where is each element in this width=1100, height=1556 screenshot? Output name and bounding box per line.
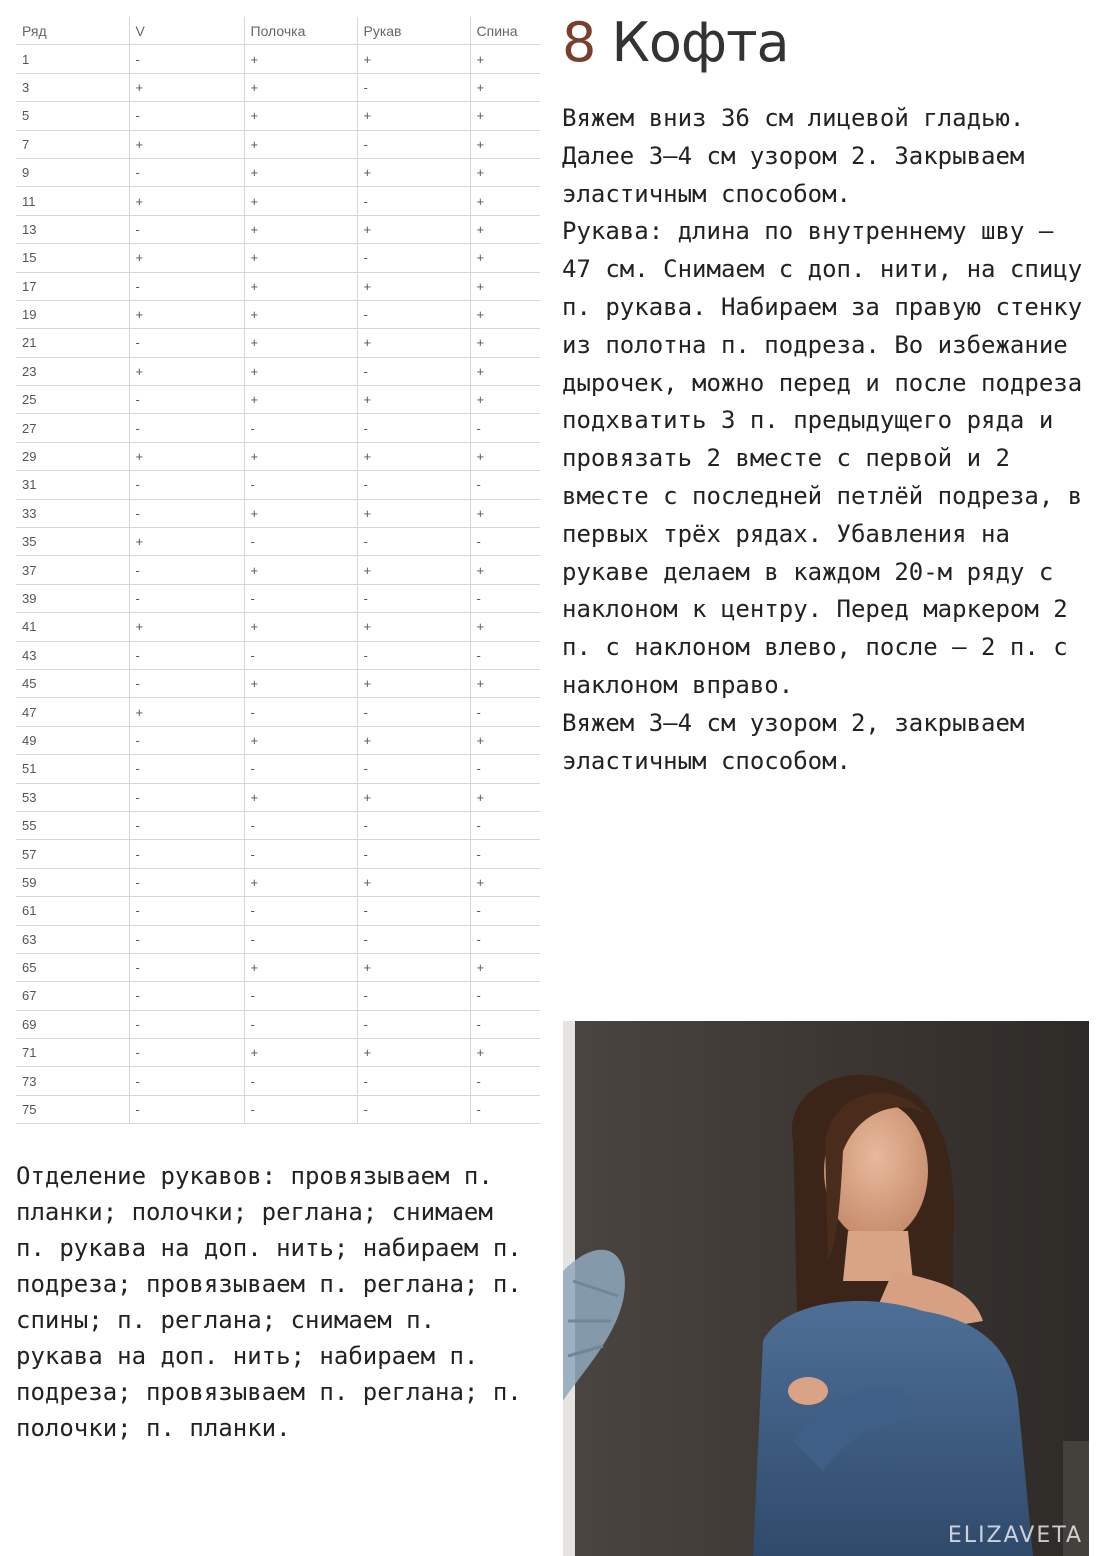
- header-v: V: [129, 17, 244, 45]
- sleeve-cell: +: [357, 386, 470, 414]
- page-title: [562, 8, 789, 78]
- v-cell: -: [129, 1095, 244, 1123]
- sleeve-cell: -: [357, 357, 470, 385]
- table-row: [16, 584, 540, 612]
- model-photo: [563, 1021, 1089, 1556]
- back-cell: +: [470, 102, 540, 130]
- row-number: 35: [16, 528, 129, 556]
- front-cell: +: [244, 953, 357, 981]
- front-cell: -: [244, 982, 357, 1010]
- separation-paragraph: Отделение рукавов: провязываем п. планки; полочки; реглана; снимаем п. рукава на доп. нить; набираем п. подреза; провязываем п. реглана; п. спины; п. реглана; снимаем п. рукава на доп. нить; набираем п. подреза; провязываем п. реглана; п. полочки; п. планки.: [16, 1162, 522, 1442]
- knitting-table: [16, 17, 540, 1124]
- front-cell: +: [244, 613, 357, 641]
- back-cell: +: [470, 499, 540, 527]
- front-cell: -: [244, 840, 357, 868]
- row-number: 13: [16, 215, 129, 243]
- row-number: 53: [16, 783, 129, 811]
- back-cell: -: [470, 1067, 540, 1095]
- v-cell: -: [129, 868, 244, 896]
- v-cell: +: [129, 613, 244, 641]
- v-cell: -: [129, 215, 244, 243]
- sleeve-cell: +: [357, 613, 470, 641]
- v-cell: +: [129, 73, 244, 101]
- front-cell: +: [244, 386, 357, 414]
- table-row: [16, 726, 540, 754]
- v-cell: +: [129, 187, 244, 215]
- sleeve-cell: -: [357, 528, 470, 556]
- table-row: [16, 414, 540, 442]
- row-number: 63: [16, 925, 129, 953]
- instruction-paragraph-4: Вяжем 3–4 см узором 2, закрываем эластичным способом.: [562, 708, 1025, 775]
- sleeve-cell: -: [357, 1010, 470, 1038]
- back-cell: +: [470, 244, 540, 272]
- sleeve-cell: -: [357, 584, 470, 612]
- v-cell: -: [129, 925, 244, 953]
- front-cell: -: [244, 897, 357, 925]
- header-front: Полочка: [244, 17, 357, 45]
- table-row: [16, 1039, 540, 1067]
- front-cell: +: [244, 726, 357, 754]
- sleeve-cell: +: [357, 215, 470, 243]
- sleeve-cell: -: [357, 130, 470, 158]
- front-cell: +: [244, 357, 357, 385]
- table-row: [16, 925, 540, 953]
- row-number: 59: [16, 868, 129, 896]
- table-row: [16, 1010, 540, 1038]
- sleeve-cell: +: [357, 45, 470, 73]
- sleeve-cell: +: [357, 669, 470, 697]
- table-row: [16, 982, 540, 1010]
- v-cell: -: [129, 982, 244, 1010]
- row-number: 57: [16, 840, 129, 868]
- v-cell: -: [129, 499, 244, 527]
- back-cell: +: [470, 357, 540, 385]
- sleeve-cell: -: [357, 1067, 470, 1095]
- v-cell: +: [129, 130, 244, 158]
- row-number: 7: [16, 130, 129, 158]
- row-number: 25: [16, 386, 129, 414]
- v-cell: +: [129, 300, 244, 328]
- front-cell: +: [244, 130, 357, 158]
- table-row: [16, 698, 540, 726]
- front-cell: -: [244, 528, 357, 556]
- row-number: 51: [16, 755, 129, 783]
- row-number: 9: [16, 158, 129, 186]
- back-cell: +: [470, 45, 540, 73]
- back-cell: +: [470, 187, 540, 215]
- front-cell: +: [244, 300, 357, 328]
- row-number: 37: [16, 556, 129, 584]
- front-cell: +: [244, 556, 357, 584]
- sleeve-cell: +: [357, 953, 470, 981]
- front-cell: +: [244, 669, 357, 697]
- sleeve-cell: +: [357, 1039, 470, 1067]
- front-cell: +: [244, 244, 357, 272]
- sleeve-cell: -: [357, 982, 470, 1010]
- row-number: 19: [16, 300, 129, 328]
- sleeve-separation-text: [16, 1158, 536, 1446]
- row-number: 3: [16, 73, 129, 101]
- back-cell: +: [470, 386, 540, 414]
- row-number: 11: [16, 187, 129, 215]
- header-back: Спина: [470, 17, 540, 45]
- row-pattern-table: [16, 17, 540, 1124]
- back-cell: +: [470, 130, 540, 158]
- table-row: [16, 130, 540, 158]
- back-cell: +: [470, 73, 540, 101]
- back-cell: +: [470, 868, 540, 896]
- front-cell: -: [244, 641, 357, 669]
- table-row: [16, 641, 540, 669]
- back-cell: +: [470, 953, 540, 981]
- table-row: [16, 386, 540, 414]
- v-cell: -: [129, 471, 244, 499]
- back-cell: -: [470, 641, 540, 669]
- row-number: 75: [16, 1095, 129, 1123]
- table-row: [16, 300, 540, 328]
- v-cell: -: [129, 953, 244, 981]
- row-number: 21: [16, 329, 129, 357]
- v-cell: -: [129, 1067, 244, 1095]
- instructions-text: [562, 100, 1092, 780]
- sleeve-cell: +: [357, 329, 470, 357]
- back-cell: -: [470, 1095, 540, 1123]
- table-row: [16, 329, 540, 357]
- v-cell: -: [129, 1039, 244, 1067]
- back-cell: -: [470, 528, 540, 556]
- front-cell: +: [244, 158, 357, 186]
- v-cell: -: [129, 386, 244, 414]
- sleeve-cell: -: [357, 187, 470, 215]
- back-cell: +: [470, 272, 540, 300]
- row-number: 55: [16, 811, 129, 839]
- table-row: [16, 272, 540, 300]
- v-cell: -: [129, 584, 244, 612]
- row-number: 39: [16, 584, 129, 612]
- sleeve-cell: -: [357, 414, 470, 442]
- v-cell: -: [129, 556, 244, 584]
- v-cell: +: [129, 442, 244, 470]
- v-cell: +: [129, 528, 244, 556]
- table-row: [16, 215, 540, 243]
- table-row: [16, 613, 540, 641]
- sleeve-cell: -: [357, 471, 470, 499]
- back-cell: -: [470, 811, 540, 839]
- sleeve-cell: +: [357, 783, 470, 811]
- sleeve-cell: -: [357, 698, 470, 726]
- table-header-row: [16, 17, 540, 45]
- v-cell: -: [129, 272, 244, 300]
- table-row: [16, 357, 540, 385]
- photo-illustration: [563, 1021, 1089, 1556]
- table-row: [16, 811, 540, 839]
- row-number: 47: [16, 698, 129, 726]
- sleeve-cell: -: [357, 300, 470, 328]
- front-cell: +: [244, 1039, 357, 1067]
- v-cell: -: [129, 669, 244, 697]
- table-row: [16, 102, 540, 130]
- back-cell: +: [470, 215, 540, 243]
- v-cell: -: [129, 1010, 244, 1038]
- table-row: [16, 499, 540, 527]
- row-number: 17: [16, 272, 129, 300]
- instruction-paragraph-3: Рукава: длина по внутреннему шву – 47 см. Снимаем с доп. нити, на спицу п. рукава. Набираем за правую стенку из полотна п. подреза. Во избежание дырочек, можно перед и после подреза подхватить 3 п. предыдущего ряда и провязать 2 вместе с первой и 2 вместе с последней петлёй подреза, в первых трёх рядах. Убавления на рукаве делаем в каждом 20-м ряду с наклоном к центру. Перед маркером 2 п. с наклоном влево, после – 2 п. с наклоном вправо.: [562, 217, 1083, 699]
- v-cell: +: [129, 244, 244, 272]
- v-cell: -: [129, 840, 244, 868]
- table-row: [16, 1095, 540, 1123]
- front-cell: -: [244, 1067, 357, 1095]
- front-cell: +: [244, 499, 357, 527]
- back-cell: +: [470, 442, 540, 470]
- row-number: 15: [16, 244, 129, 272]
- table-row: [16, 73, 540, 101]
- front-cell: +: [244, 73, 357, 101]
- header-row-number: Ряд: [16, 17, 129, 45]
- v-cell: -: [129, 102, 244, 130]
- back-cell: +: [470, 158, 540, 186]
- sleeve-cell: +: [357, 868, 470, 896]
- row-number: 5: [16, 102, 129, 130]
- table-row: [16, 244, 540, 272]
- table-row: [16, 897, 540, 925]
- row-number: 67: [16, 982, 129, 1010]
- sleeve-cell: +: [357, 726, 470, 754]
- sleeve-cell: -: [357, 641, 470, 669]
- v-cell: -: [129, 897, 244, 925]
- table-row: [16, 45, 540, 73]
- v-cell: +: [129, 698, 244, 726]
- sleeve-cell: +: [357, 102, 470, 130]
- table-row: [16, 755, 540, 783]
- row-number: 49: [16, 726, 129, 754]
- front-cell: -: [244, 584, 357, 612]
- v-cell: -: [129, 158, 244, 186]
- back-cell: +: [470, 669, 540, 697]
- instruction-paragraph-2: Далее 3–4 см узором 2. Закрываем эластичным способом.: [562, 141, 1025, 208]
- sleeve-cell: +: [357, 556, 470, 584]
- row-number: 45: [16, 669, 129, 697]
- front-cell: +: [244, 783, 357, 811]
- v-cell: -: [129, 755, 244, 783]
- row-number: 23: [16, 357, 129, 385]
- front-cell: +: [244, 329, 357, 357]
- sleeve-cell: -: [357, 925, 470, 953]
- sleeve-cell: -: [357, 755, 470, 783]
- table-row: [16, 556, 540, 584]
- v-cell: -: [129, 811, 244, 839]
- row-number: 69: [16, 1010, 129, 1038]
- front-cell: -: [244, 1095, 357, 1123]
- row-number: 31: [16, 471, 129, 499]
- photo-watermark: ELIZAVETA: [947, 1523, 1083, 1548]
- sleeve-cell: -: [357, 244, 470, 272]
- table-row: [16, 158, 540, 186]
- table-row: [16, 783, 540, 811]
- front-cell: +: [244, 215, 357, 243]
- instruction-paragraph-1: Вяжем вниз 36 см лицевой гладью.: [562, 104, 1025, 132]
- front-cell: -: [244, 755, 357, 783]
- front-cell: -: [244, 1010, 357, 1038]
- v-cell: -: [129, 329, 244, 357]
- sleeve-cell: +: [357, 442, 470, 470]
- v-cell: -: [129, 641, 244, 669]
- title-number: 8: [562, 11, 596, 74]
- back-cell: -: [470, 897, 540, 925]
- row-number: 41: [16, 613, 129, 641]
- row-number: 43: [16, 641, 129, 669]
- v-cell: -: [129, 45, 244, 73]
- sleeve-cell: +: [357, 499, 470, 527]
- v-cell: +: [129, 357, 244, 385]
- sleeve-cell: -: [357, 840, 470, 868]
- front-cell: -: [244, 414, 357, 442]
- back-cell: +: [470, 726, 540, 754]
- back-cell: -: [470, 925, 540, 953]
- back-cell: +: [470, 613, 540, 641]
- sleeve-cell: -: [357, 897, 470, 925]
- front-cell: +: [244, 187, 357, 215]
- sleeve-cell: -: [357, 811, 470, 839]
- table-row: [16, 442, 540, 470]
- back-cell: +: [470, 329, 540, 357]
- front-cell: +: [244, 272, 357, 300]
- table-row: [16, 953, 540, 981]
- back-cell: -: [470, 584, 540, 612]
- front-cell: +: [244, 102, 357, 130]
- back-cell: -: [470, 840, 540, 868]
- sleeve-cell: -: [357, 73, 470, 101]
- front-cell: -: [244, 471, 357, 499]
- title-text: Кофта: [611, 11, 789, 74]
- front-cell: -: [244, 811, 357, 839]
- v-cell: -: [129, 414, 244, 442]
- header-sleeve: Рукав: [357, 17, 470, 45]
- row-number: 29: [16, 442, 129, 470]
- sleeve-cell: +: [357, 272, 470, 300]
- table-row: [16, 1067, 540, 1095]
- row-number: 33: [16, 499, 129, 527]
- back-cell: +: [470, 783, 540, 811]
- back-cell: -: [470, 471, 540, 499]
- back-cell: +: [470, 556, 540, 584]
- table-body: [16, 45, 540, 1124]
- back-cell: -: [470, 698, 540, 726]
- v-cell: -: [129, 726, 244, 754]
- back-cell: -: [470, 1010, 540, 1038]
- back-cell: -: [470, 414, 540, 442]
- table-row: [16, 868, 540, 896]
- back-cell: -: [470, 755, 540, 783]
- row-number: 71: [16, 1039, 129, 1067]
- table-row: [16, 840, 540, 868]
- row-number: 65: [16, 953, 129, 981]
- table-row: [16, 187, 540, 215]
- row-number: 1: [16, 45, 129, 73]
- table-row: [16, 471, 540, 499]
- front-cell: +: [244, 45, 357, 73]
- sleeve-cell: -: [357, 1095, 470, 1123]
- row-number: 61: [16, 897, 129, 925]
- front-cell: -: [244, 698, 357, 726]
- row-number: 73: [16, 1067, 129, 1095]
- front-cell: +: [244, 868, 357, 896]
- v-cell: -: [129, 783, 244, 811]
- back-cell: +: [470, 1039, 540, 1067]
- back-cell: +: [470, 300, 540, 328]
- front-cell: +: [244, 442, 357, 470]
- table-row: [16, 528, 540, 556]
- table-row: [16, 669, 540, 697]
- back-cell: -: [470, 982, 540, 1010]
- front-cell: -: [244, 925, 357, 953]
- row-number: 27: [16, 414, 129, 442]
- sleeve-cell: +: [357, 158, 470, 186]
